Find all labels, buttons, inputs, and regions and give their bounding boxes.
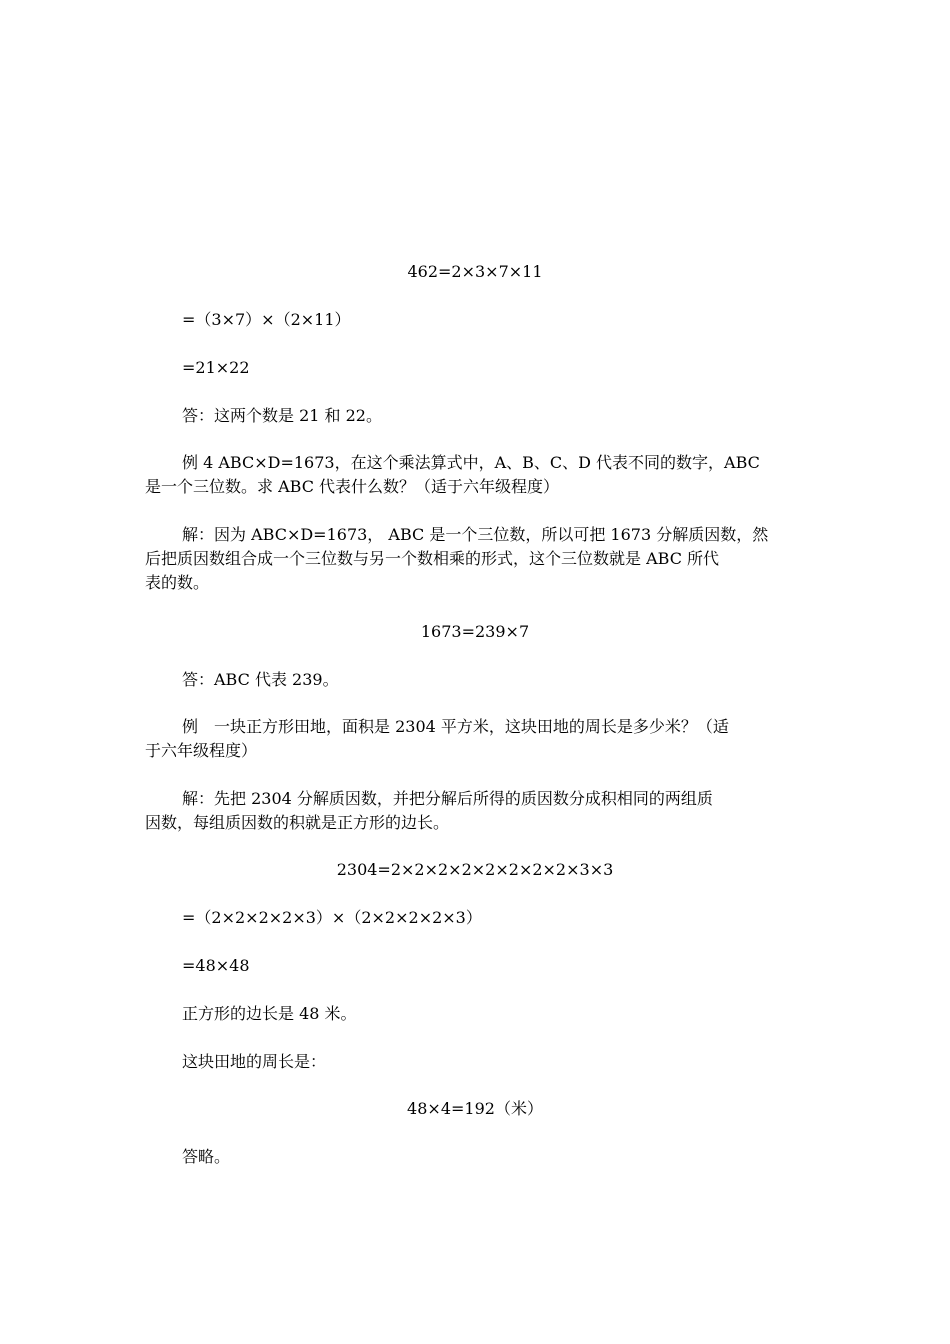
equation-2304-grouping: =（2×2×2×2×3）×（2×2×2×2×3） [182,908,482,927]
example-4-solution [145,523,805,595]
solution-4-line-3: 表的数。 [145,573,210,592]
answer-2: 答：ABC 代表 239。 [182,670,339,689]
answer-omitted: 答略。 [182,1147,231,1166]
solution-5-line-2: 因数，每组质因数的积就是正方形的边长。 [145,813,450,832]
equation-perimeter: 48×4=192（米） [407,1099,543,1118]
equation-21x22: =21×22 [182,358,250,377]
example-4-line-1: 例 4 ABC×D=1673，在这个乘法算式中，A、B、C、D 代表不同的数字，ABC [182,453,760,472]
answer-1: 答：这两个数是 21 和 22。 [182,406,382,425]
document-page [145,0,805,1344]
example-4-line-2: 是一个三位数。求 ABC 代表什么数？（适于六年级程度） [145,477,560,496]
example-5-line-1: 例 一块正方形田地，面积是 2304 平方米，这块田地的周长是多少米？（适 [182,717,729,736]
example-5-solution [145,787,805,835]
solution-5-line-1: 解：先把 2304 分解质因数，并把分解后所得的质因数分成积相同的两组质 [182,789,713,808]
equation-grouping: =（3×7）×（2×11） [182,310,351,329]
perimeter-statement: 这块田地的周长是： [182,1052,327,1071]
equation-462: 462=2×3×7×11 [407,262,543,281]
example-4-question [145,451,805,499]
solution-4-line-1: 解：因为 ABC×D=1673， ABC 是一个三位数，所以可把 1673 分解质因数，然 [182,525,769,544]
equation-1673: 1673=239×7 [420,622,530,641]
equation-48x48: =48×48 [182,956,250,975]
example-5-line-2: 于六年级程度） [145,741,258,760]
example-5-question [145,715,805,763]
side-length-statement: 正方形的边长是 48 米。 [182,1004,357,1023]
equation-2304: 2304=2×2×2×2×2×2×2×2×3×3 [336,860,614,879]
solution-4-line-2: 后把质因数组合成一个三位数与另一个数相乘的形式，这个三位数就是 ABC 所代 [145,549,720,568]
